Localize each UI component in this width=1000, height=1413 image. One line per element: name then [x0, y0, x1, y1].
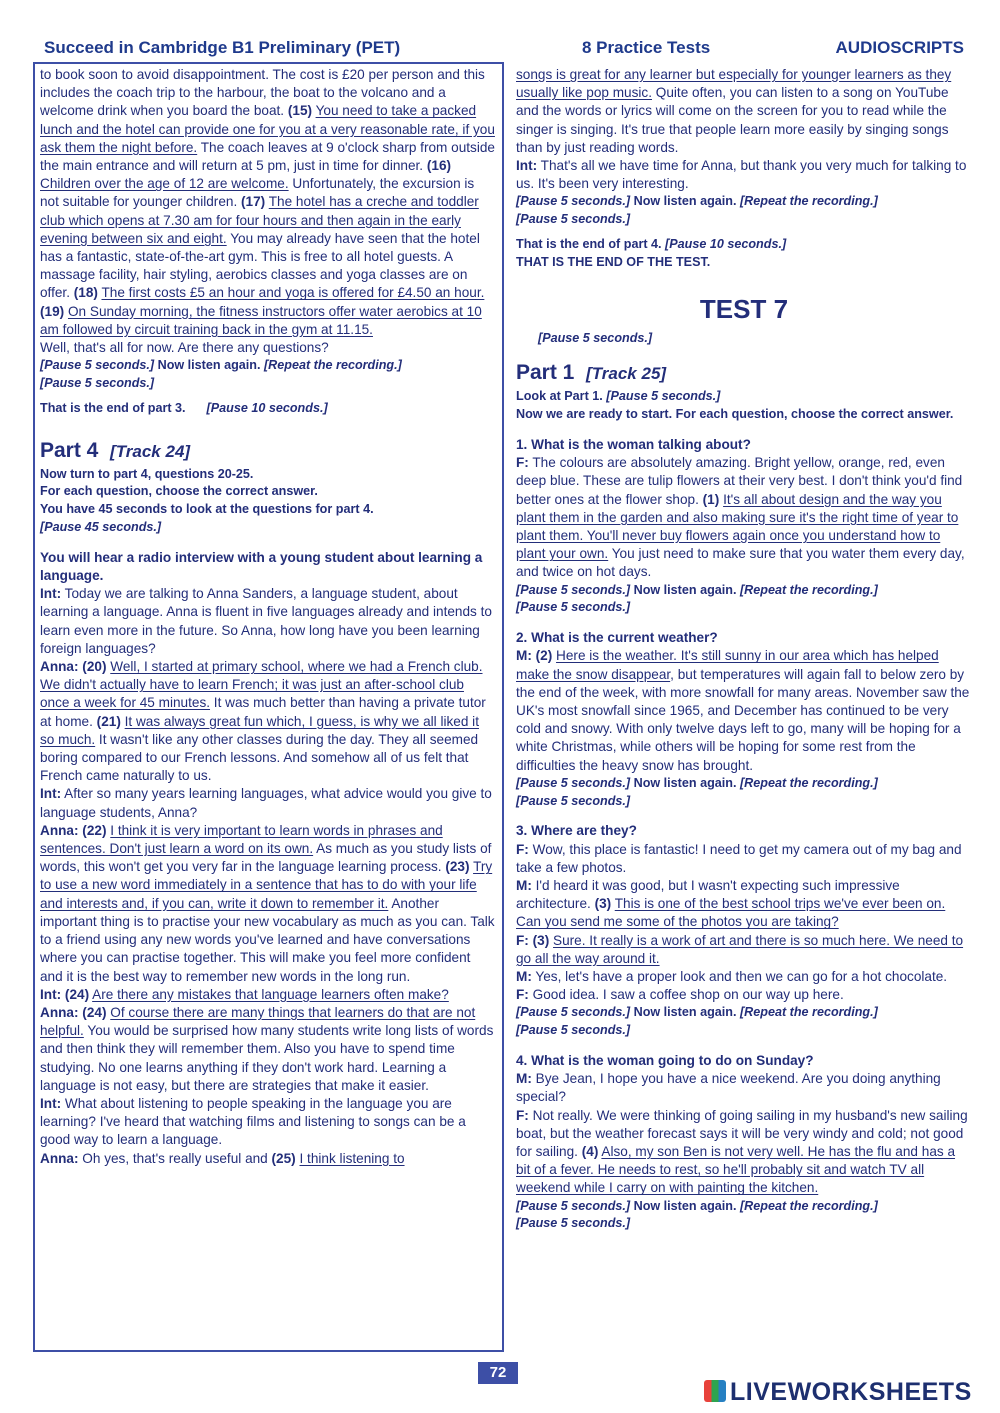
test-heading: TEST 7 — [699, 293, 789, 324]
dialogue-line: Anna: (22) I think it is very important to learn words in phrases and sentences. Don't just learn a word on its own. As much as you study lists of words, this won't get you very far in the language learning process. (23) Try to use a new word immediately in a sentence that has to do with your life and interests and, if you can, write it down to remember it. Another important thing is to practise your new vocabulary as much as you can. Talk to a friend using any new words you've learned and have conversations where you can practise together. This will make you feel more confident and it is the best way to remember new words in the long run. — [40, 822, 495, 984]
instruction: [Pause 5 seconds.] Now listen again. [Repeat the recording.] — [516, 1198, 878, 1213]
instruction: [Pause 5 seconds.] — [516, 1216, 631, 1231]
instruction: That is the end of part 3. [Pause 10 seconds.] — [40, 400, 328, 415]
dialogue-line: Int: (24) Are there any mistakes that language learners often make? — [40, 986, 449, 1002]
dialogue-line: F: Good idea. I saw a coffee shop on our way up here. — [516, 987, 844, 1003]
section-label: AUDIOSCRIPTS — [835, 38, 964, 57]
dialogue-line: Int: Today we are talking to Anna Sanders, a language student, about learning a language. Anna is fluent in five languages already and intends to learn even more in the future. So Anna, how long have you been learning foreign languages? — [40, 586, 492, 656]
instruction: [Pause 45 seconds.] — [40, 520, 162, 535]
dialogue-line: Anna: (20) Well, I started at primary school, where we had a French club. We didn't actually have to learn French; it was just an after-school club once a week for 45 minutes. It was much better than having a private tutor at home. (21) It was always great fun which, I guess, is why we all liked it so much. It wasn't like any other classes during the day. They all seemed boring compared to our French lessons. And somehow all of us felt that French came naturally to us. — [40, 659, 486, 784]
part-heading: Part 4 [Track 24] — [40, 438, 191, 462]
dialogue-line: F: Not really. We were thinking of going sailing in my husband's new sailing boat, but the weather forecast says it will be very windy and cold; not good for sailing. (4) Also, my son Ben is not very well. He has the flu and has a bit of a fever. He needs to rest, so he'll probably sit and watch TV all weekend while I carry on with painting the kitchen. — [516, 1107, 968, 1196]
book-subtitle: 8 Practice Tests — [582, 38, 711, 57]
instruction: Now we are ready to start. For each question, choose the correct answer. — [516, 407, 954, 422]
instruction: You have 45 seconds to look at the questions for part 4. — [40, 502, 374, 517]
instruction: [Pause 5 seconds.] — [538, 330, 653, 345]
dialogue-line: Int: After so many years learning languages, what advice would you give to language students, Anna? — [40, 786, 492, 820]
question: 3. Where are they? — [516, 823, 637, 839]
instruction: [Pause 5 seconds.] Now listen again. [Repeat the recording.] — [516, 582, 878, 597]
dialogue-line: M: Yes, let's have a proper look and then we can go for a hot chocolate. — [516, 969, 948, 985]
dialogue-line: M: (2) Here is the weather. It's still sunny in our area which has helped make the snow disappear, but temperatures will again fall to below zero by the end of the week, with more snowfall for many areas. November saw the UK's most snowfall since 1965, and December has continued to be very cold and snowy. With only twelve days left to go, many will be hoping for a white Christmas, while others will be hoping for some rest from the difficulties the heavy snow has brought. — [516, 648, 970, 773]
page-number: 72 — [478, 1362, 518, 1384]
question: 2. What is the current weather? — [516, 630, 718, 646]
instruction: [Pause 5 seconds.] Now listen again. [Repeat the recording.] — [516, 775, 878, 790]
dialogue-line: Int: What about listening to people speaking in the language you are learning? I've heard that watching films and listening to songs can be a good way to learn a language. — [40, 1095, 466, 1148]
task-intro: You will hear a radio interview with a young student about learning a language. — [40, 549, 483, 584]
instruction: [Pause 5 seconds.] — [516, 212, 631, 227]
instruction: [Pause 5 seconds.] — [516, 1023, 631, 1038]
left-column — [40, 66, 496, 1168]
instruction: Now turn to part 4, questions 20-25. — [40, 466, 254, 481]
liveworksheets-logo[interactable]: LIVEWORKSHEETS — [704, 1378, 972, 1408]
dialogue-line: M: Bye Jean, I hope you have a nice weekend. Are you doing anything special? — [516, 1071, 941, 1105]
paragraph: to book soon to avoid disappointment. The cost is £20 per person and this includes the coach trip to the harbour, the boat to the volcano and a welcome drink when you board the boat. (15) You need to take a packed lunch and the hotel can provide one for you at a very reasonable rate, if you ask them the night before. The coach leaves at 9 o'clock sharp from outside the main entrance and will return at 5 pm, just in time for dinner. (16) Children over the age of 12 are welcome. Unfortunately, the excursion is not suitable for younger children. (17) The hotel has a creche and toddler club which opens at 7.30 am for four hours and then again in the early evening between six and eight. You may already have seen that the hotel has a fantastic, state-of-the-art gym. This is free to all hotel guests. A massage facility, hair styling, aerobics classes and yoga classes are on offer. (18) The first costs £5 an hour and yoga is offered for £4.50 an hour. (19) On Sunday morning, the fitness instructors offer water aerobics at 10 am followed by circuit training back in the gym at 11.15. — [40, 67, 495, 337]
liveworksheets-logo-icon — [704, 1380, 726, 1402]
dialogue-line: F: The colours are absolutely amazing. Bright yellow, orange, red, even deep blue. These are tulip flowers at their very best. I don't think you'd find better ones at the flower shop. (1) It's all about design and the way you plant them in the garden and also making sure it's the right time of year to plant them. You'll never buy flowers again once you understand how to plant your own. You just need to make sure that you water them every day, and twice on hot days. — [516, 455, 965, 580]
instruction: [Pause 5 seconds.] — [40, 376, 155, 391]
instruction: THAT IS THE END OF THE TEST. — [516, 254, 711, 269]
instruction: [Pause 5 seconds.] Now listen again. [Repeat the recording.] — [40, 358, 402, 373]
question: 4. What is the woman going to do on Sunday? — [516, 1053, 814, 1069]
right-column — [516, 66, 972, 1233]
part-heading: Part 1 [Track 25] — [516, 361, 667, 385]
instruction: Look at Part 1. [Pause 5 seconds.] — [516, 389, 721, 404]
dialogue-line: Anna: Oh yes, that's really useful and (25) I think listening to — [40, 1150, 405, 1166]
instruction: [Pause 5 seconds.] — [516, 600, 631, 615]
instruction: [Pause 5 seconds.] — [516, 793, 631, 808]
instruction: That is the end of part 4. [Pause 10 seconds.] — [516, 237, 787, 252]
dialogue-line: Int: That's all we have time for Anna, but thank you very much for talking to us. It's been very interesting. — [516, 158, 967, 192]
question: 1. What is the woman talking about? — [516, 437, 751, 452]
instruction: [Pause 5 seconds.] Now listen again. [Repeat the recording.] — [516, 194, 878, 209]
instruction: For each question, choose the correct answer. — [40, 484, 318, 499]
page-header — [40, 38, 964, 60]
dialogue-line: Anna: (24) Of course there are many things that learners do that are not helpful. You would be surprised how many students write long lists of words and then think they will remember them. Also you have to spend time studying. No one learns anything if they don't work hard. Learning a language is not easy, but there are strategies that make it easier. — [40, 1004, 494, 1093]
paragraph: songs is great for any learner but especially for younger learners as they usually like pop music. Quite often, you can listen to a song on YouTube and the words or lyrics will come on the screen for you to read while the singer is singing. It's true that people learn more easily by singing songs than by just reading words. — [516, 67, 952, 155]
paragraph: Well, that's all for now. Are there any questions? — [40, 340, 329, 356]
book-title: Succeed in Cambridge B1 Preliminary (PET) — [44, 38, 401, 57]
dialogue-line: F: Wow, this place is fantastic! I need to get my camera out of my bag and take a few photos. — [516, 841, 962, 875]
dialogue-line: M: I'd heard it was good, but I wasn't expecting such impressive architecture. (3) This is one of the best school trips we've ever been on. Can you send me some of the photos you are taking? — [516, 878, 946, 930]
dialogue-line: F: (3) Sure. It really is a work of art and there is so much here. We need to go all the way around it. — [516, 932, 964, 966]
instruction: [Pause 5 seconds.] Now listen again. [Repeat the recording.] — [516, 1005, 878, 1020]
